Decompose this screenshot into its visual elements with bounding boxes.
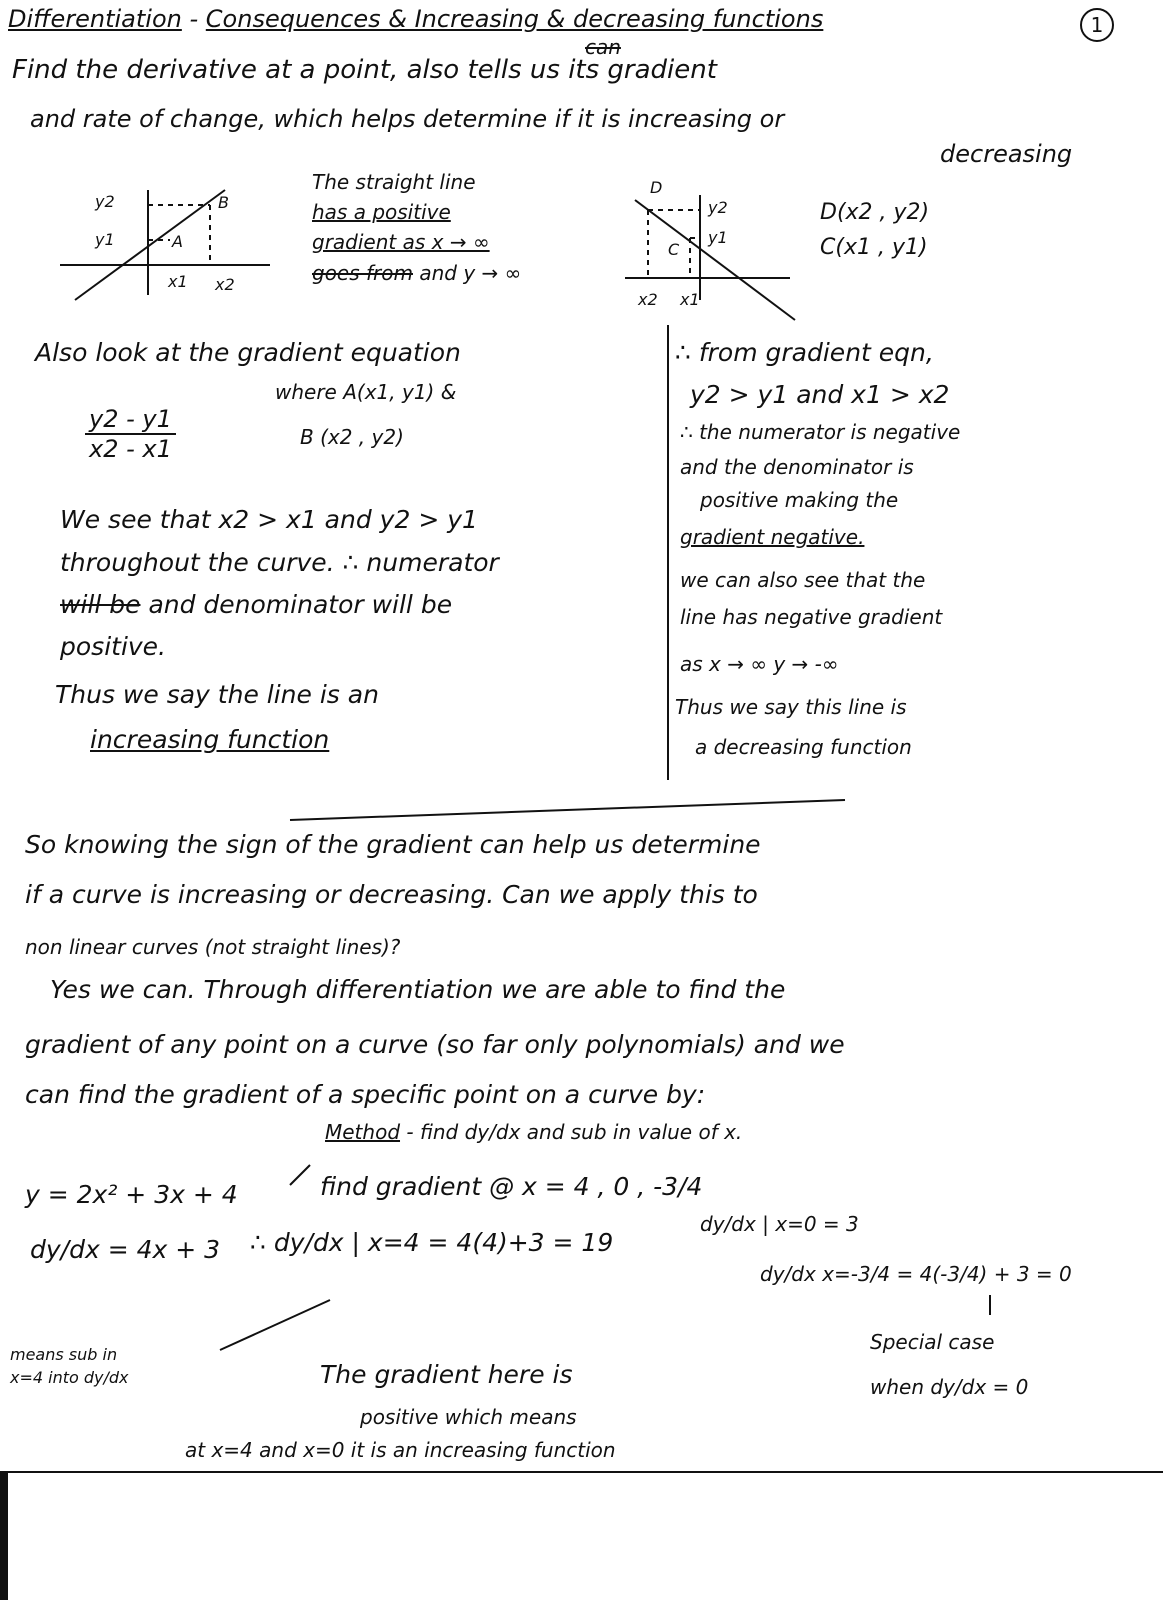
left-l3: throughout the curve. ∴ numerator [60, 548, 499, 577]
equation: y = 2x² + 3x + 4 [25, 1180, 238, 1209]
right-l8: line has negative gradient [680, 605, 943, 629]
special-case-1: Special case [870, 1330, 995, 1354]
label-d-y2: y2 [708, 198, 728, 217]
left-where2: B (x2 , y2) [300, 425, 404, 449]
label-d-y1: y1 [708, 228, 728, 247]
crossed-text: will be [60, 590, 141, 619]
right-l5: positive making the [700, 488, 899, 512]
title-main: Differentiation [8, 5, 182, 33]
gradient-formula [85, 405, 176, 463]
straight-line-l1: The straight line [312, 170, 476, 194]
left-l6: Thus we say the line is an [55, 680, 379, 709]
gradient-note-1: The gradient here is [320, 1360, 573, 1389]
label-x2: x2 [215, 275, 235, 294]
gradient-at-0: dy/dx | x=0 = 3 [700, 1212, 859, 1236]
left-where1: where A(x1, y1) & [275, 380, 457, 404]
bottom-l6: can find the gradient of a specific point on a curve by: [25, 1080, 706, 1109]
note-line2: x=4 into dy/dx [10, 1368, 129, 1387]
intro-line2: and rate of change, which helps determine if it is increasing or [30, 105, 785, 133]
title-sub: Consequences & Increasing & decreasing functions [205, 5, 824, 33]
right-l1: ∴ from gradient eqn, [675, 338, 934, 367]
bottom-l1: So knowing the sign of the gradient can help us determine [25, 830, 761, 859]
derivative: dy/dx = 4x + 3 [30, 1235, 221, 1264]
left-l7: increasing function [90, 725, 330, 754]
label-b: B [218, 193, 229, 212]
gradient-at-minus-3-4: dy/dx x=-3/4 = 4(-3/4) + 3 = 0 [760, 1262, 1072, 1286]
crossed-text: goes from [312, 261, 413, 285]
intro-line3: decreasing [940, 140, 1073, 168]
right-l7: we can also see that the [680, 568, 926, 592]
label-d-x1: x1 [680, 290, 700, 309]
gradient-at-4: ∴ dy/dx | x=4 = 4(4)+3 = 19 [250, 1228, 614, 1257]
formula-denominator: x2 - x1 [89, 435, 172, 463]
right-l10: Thus we say this line is [675, 695, 907, 719]
point-c: C(x1 , y1) [820, 235, 928, 260]
right-l6: gradient negative. [680, 525, 865, 549]
right-l4: and the denominator is [680, 455, 914, 479]
gradient-note-3: at x=4 and x=0 it is an increasing function [185, 1438, 616, 1462]
bottom-l3: non linear curves (not straight lines)? [25, 935, 401, 959]
label-d-x2: x2 [638, 290, 658, 309]
straight-line-l4 [312, 261, 521, 285]
intro-crossed: can [585, 35, 621, 59]
right-l11: a decreasing function [695, 735, 912, 759]
formula-numerator: y2 - y1 [85, 405, 176, 435]
diagram-increasing-line [60, 190, 270, 300]
label-y2: y2 [95, 192, 115, 211]
left-l1: Also look at the gradient equation [35, 338, 461, 367]
straight-line-l4-text: and y → ∞ [419, 261, 522, 285]
title-sep: - [189, 5, 199, 33]
right-l9: as x → ∞ y → -∞ [680, 652, 839, 676]
label-a: A [172, 232, 183, 251]
straight-line-l2: has a positive [312, 200, 451, 224]
note-line1: means sub in [10, 1345, 118, 1364]
title [8, 5, 823, 33]
left-l2: We see that x2 > x1 and y2 > y1 [60, 505, 478, 534]
method-label: Method [325, 1120, 401, 1144]
point-d: D(x2 , y2) [820, 200, 930, 225]
left-l4-text: and denominator will be [148, 590, 453, 619]
left-l5: positive. [60, 632, 167, 661]
bottom-l2: if a curve is increasing or decreasing. Can we apply this to [25, 880, 758, 909]
special-case-2: when dy/dx = 0 [870, 1375, 1029, 1399]
gradient-note-2: positive which means [360, 1405, 577, 1429]
find-gradient: find gradient @ x = 4 , 0 , -3/4 [320, 1172, 703, 1201]
method-line [325, 1120, 742, 1144]
bottom-l5: gradient of any point on a curve (so far only polynomials) and we [25, 1030, 845, 1059]
page-number: 1 [1080, 8, 1114, 42]
straight-line-l3: gradient as x → ∞ [312, 230, 490, 254]
label-d: D [650, 178, 663, 197]
right-l2: y2 > y1 and x1 > x2 [690, 380, 950, 409]
label-y1: y1 [95, 230, 115, 249]
method-text: - find dy/dx and sub in value of x. [406, 1120, 743, 1144]
label-x1: x1 [168, 272, 188, 291]
right-l3: ∴ the numerator is negative [680, 420, 961, 444]
label-c: C [668, 240, 680, 259]
intro-line1: Find the derivative at a point, also tells us its gradient [12, 55, 717, 85]
left-l4 [60, 590, 452, 619]
bottom-l4: Yes we can. Through differentiation we are able to find the [50, 975, 786, 1004]
